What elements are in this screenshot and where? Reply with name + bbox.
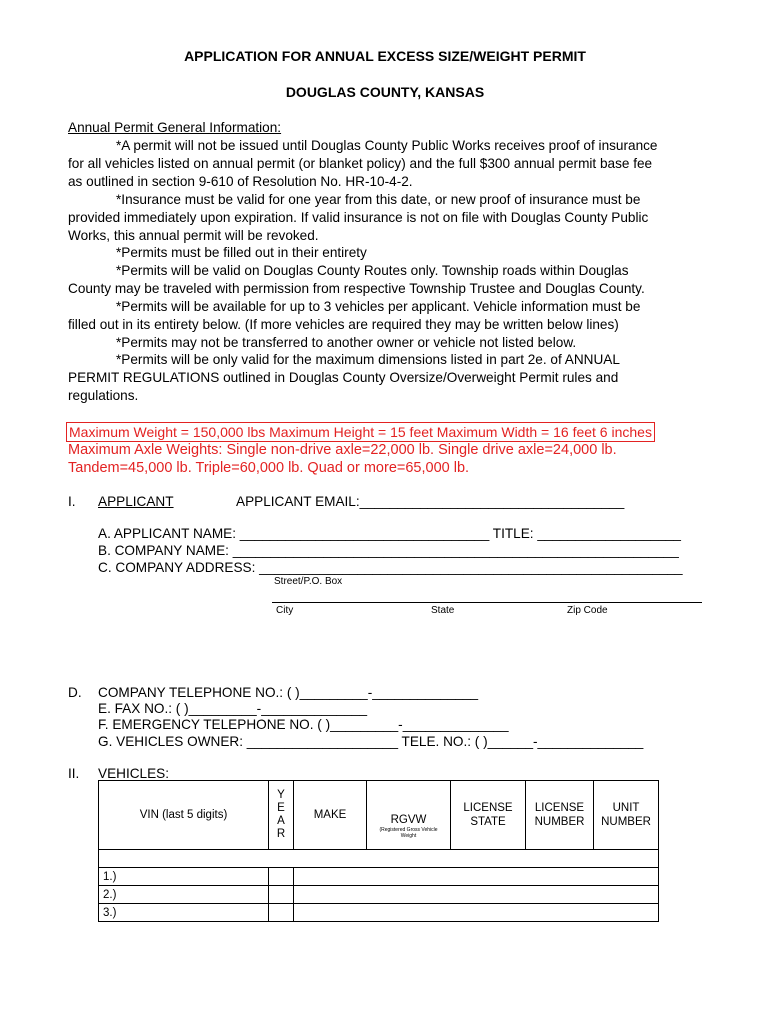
applicant-name-field[interactable]: A. APPLICANT NAME: _________________________________ TITLE: ___________________ bbox=[98, 526, 681, 541]
row-remainder-cell[interactable] bbox=[294, 904, 659, 922]
applicant-email-field[interactable]: APPLICANT EMAIL:___________________________________ bbox=[236, 494, 625, 509]
year-cell[interactable] bbox=[269, 886, 294, 904]
rgvw-header: RGVW (Registered Gross Vehicle Weight bbox=[367, 781, 451, 850]
row-remainder-cell[interactable] bbox=[294, 886, 659, 904]
year-cell[interactable] bbox=[269, 904, 294, 922]
info-line: provided immediately upon expiration. If valid insurance is not on file with Douglas County Public bbox=[68, 210, 649, 225]
vehicles-table bbox=[98, 780, 659, 922]
license-number-header: LICENSE NUMBER bbox=[526, 781, 594, 850]
info-line: *Permits will be available for up to 3 vehicles per applicant. Vehicle information must be bbox=[116, 299, 641, 314]
table-row bbox=[99, 904, 659, 922]
info-line: for all vehicles listed on annual permit (or blanket policy) and the full $300 annual permit base fee bbox=[68, 156, 653, 171]
info-line: *Permits must be filled out in their entirety bbox=[116, 245, 367, 260]
vehicle-row-label: 1.) bbox=[99, 868, 269, 886]
vin-header: VIN (last 5 digits) bbox=[99, 781, 269, 850]
section-1-label: APPLICANT bbox=[98, 494, 174, 509]
company-name-field[interactable]: B. COMPANY NAME: ___________________________________________________________ bbox=[98, 543, 679, 558]
info-line: PERMIT REGULATIONS outlined in Douglas County Oversize/Overweight Permit rules and bbox=[68, 370, 619, 385]
zip-caption: Zip Code bbox=[567, 605, 608, 616]
company-telephone-field[interactable]: COMPANY TELEPHONE NO.: ( )_________-______________ bbox=[98, 685, 479, 700]
vehicles-owner-field[interactable]: G. VEHICLES OWNER: ____________________ TELE. NO.: ( )______-______________ bbox=[98, 734, 644, 749]
table-spacer-row bbox=[99, 850, 659, 868]
city-state-zip-line[interactable] bbox=[272, 602, 702, 603]
item-d-letter: D. bbox=[68, 685, 82, 700]
section-2-numeral: II. bbox=[68, 766, 80, 781]
table-row bbox=[99, 886, 659, 904]
info-line: Works, this annual permit will be revoked. bbox=[68, 228, 319, 243]
max-dimensions-line: Maximum Weight = 150,000 lbs Maximum Height = 15 feet Maximum Width = 16 feet 6 inches bbox=[66, 422, 655, 442]
info-line: regulations. bbox=[68, 388, 139, 403]
section-1-numeral: I. bbox=[68, 494, 76, 509]
year-header: Y E A R bbox=[269, 781, 294, 850]
city-caption: City bbox=[276, 605, 294, 616]
info-line: *Permits may not be transferred to another owner or vehicle not listed below. bbox=[116, 335, 577, 350]
vehicle-row-label: 2.) bbox=[99, 886, 269, 904]
year-cell[interactable] bbox=[269, 868, 294, 886]
axle-weights-line-2: Tandem=45,000 lb. Triple=60,000 lb. Quad or more=65,000 lb. bbox=[68, 460, 470, 476]
axle-weights-line: Maximum Axle Weights: Single non-drive axle=22,000 lb. Single drive axle=24,000 lb. bbox=[68, 442, 617, 458]
info-line: *A permit will not be issued until Douglas County Public Works receives proof of insurance bbox=[116, 138, 658, 153]
emergency-telephone-field[interactable]: F. EMERGENCY TELEPHONE NO. ( )_________-______________ bbox=[98, 717, 509, 732]
info-line: *Permits will be only valid for the maximum dimensions listed in part 2e. of ANNUAL bbox=[116, 352, 620, 367]
make-header: MAKE bbox=[294, 781, 367, 850]
fax-field[interactable]: E. FAX NO.: ( )_________-______________ bbox=[98, 701, 368, 716]
license-state-header: LICENSE STATE bbox=[451, 781, 526, 850]
county-title: DOUGLAS COUNTY, KANSAS bbox=[285, 84, 485, 100]
company-address-field[interactable]: C. COMPANY ADDRESS: ________________________________________________________ bbox=[98, 560, 683, 575]
row-remainder-cell[interactable] bbox=[294, 868, 659, 886]
info-line: as outlined in section 9-610 of Resolution No. HR-10-4-2. bbox=[68, 174, 413, 189]
general-info-heading: Annual Permit General Information: bbox=[68, 120, 282, 135]
table-row bbox=[99, 868, 659, 886]
street-caption: Street/P.O. Box bbox=[274, 576, 343, 587]
state-caption: State bbox=[431, 605, 455, 616]
info-line: County may be traveled with permission from respective Township Trustee and Douglas County. bbox=[68, 281, 645, 296]
info-line: *Insurance must be valid for one year from this date, or new proof of insurance must be bbox=[116, 192, 641, 207]
vehicle-row-label: 3.) bbox=[99, 904, 269, 922]
section-2-label: VEHICLES: bbox=[98, 766, 170, 781]
info-line: *Permits will be valid on Douglas County Routes only. Township roads within Douglas bbox=[116, 263, 629, 278]
unit-number-header: UNIT NUMBER bbox=[594, 781, 659, 850]
info-line: filled out in its entirety below. (If more vehicles are required they may be written below lines) bbox=[68, 317, 619, 332]
form-title: APPLICATION FOR ANNUAL EXCESS SIZE/WEIGHT PERMIT bbox=[184, 48, 586, 64]
